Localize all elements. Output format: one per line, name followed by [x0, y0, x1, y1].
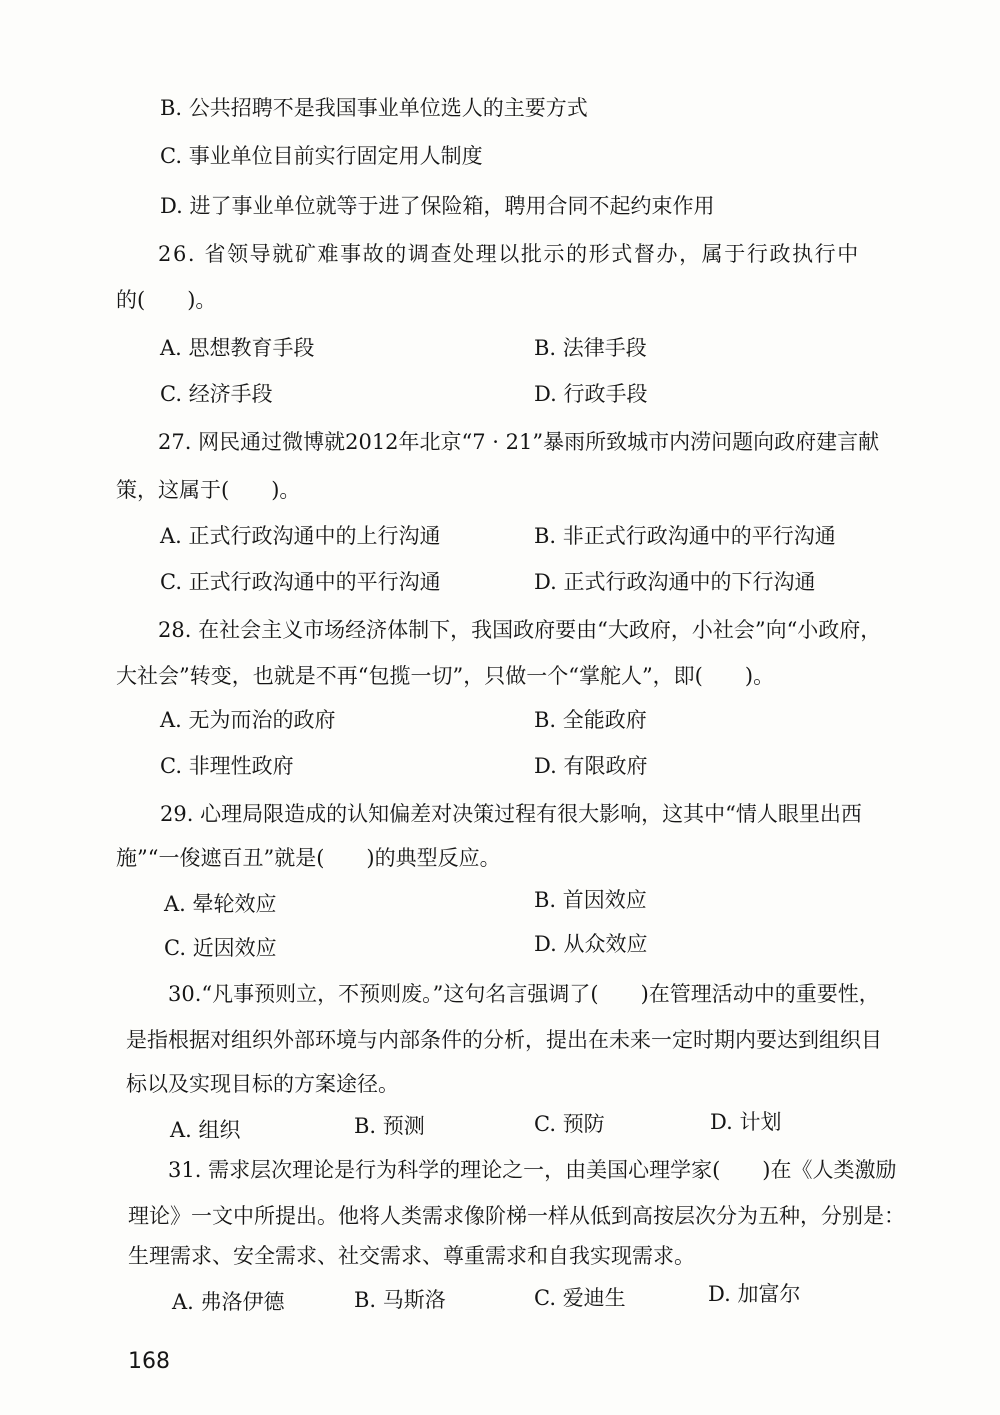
question-28-line-1: 28. 在社会主义市场经济体制下，我国政府要由“大政府，小社会”向“小政府，: [158, 618, 882, 642]
option-31-b: B. 马斯洛: [354, 1288, 446, 1312]
question-31-line-2: 理论》一文中所提出。他将人类需求像阶梯一样从低到高按层次分为五种，分别是：: [128, 1204, 905, 1228]
option-28-a: A. 无为而治的政府: [160, 708, 336, 732]
option-26-a: A. 思想教育手段: [160, 336, 315, 360]
option-29-d: D. 从众效应: [534, 932, 648, 956]
option-30-d: D. 计划: [710, 1110, 782, 1134]
option-27-b: B. 非正式行政沟通中的平行沟通: [534, 524, 836, 548]
question-26-line-1: 26. 省领导就矿难事故的调查处理以批示的形式督办，属于行政执行中: [158, 242, 860, 266]
option-29-a: A. 晕轮效应: [164, 892, 277, 916]
question-28-line-2: 大社会”转变，也就是不再“包揽一切”，只做一个“掌舵人”，即( )。: [116, 664, 775, 688]
question-27-line-1: 27. 网民通过微博就2012年北京“7 · 21”暴雨所致城市内涝问题向政府建言献: [158, 430, 880, 454]
option-28-b: B. 全能政府: [534, 708, 647, 732]
question-27-line-2: 策，这属于( )。: [116, 478, 301, 502]
question-26-line-2: 的( )。: [116, 288, 217, 312]
question-30-line-3: 标以及实现目标的方案途径。: [126, 1072, 399, 1096]
option-26-c: C. 经济手段: [160, 382, 273, 406]
option-31-d: D. 加富尔: [708, 1282, 801, 1306]
option-29-c: C. 近因效应: [164, 936, 277, 960]
option-26-b: B. 法律手段: [534, 336, 647, 360]
question-31-line-3: 生理需求、安全需求、社交需求、尊重需求和自我实现需求。: [128, 1244, 695, 1268]
option-31-c: C. 爱迪生: [534, 1286, 626, 1310]
option-27-c: C. 正式行政沟通中的平行沟通: [160, 570, 441, 594]
question-31-line-1: 31. 需求层次理论是行为科学的理论之一，由美国心理学家( )在《人类激励: [168, 1158, 897, 1182]
question-30-line-1: 30.“凡事预则立，不预则废。”这句名言强调了( )在管理活动中的重要性，: [168, 982, 880, 1006]
option-prev-c: C. 事业单位目前实行固定用人制度: [160, 144, 483, 168]
option-26-d: D. 行政手段: [534, 382, 648, 406]
question-29-line-1: 29. 心理局限造成的认知偏差对决策过程有很大影响，这其中“情人眼里出西: [160, 802, 862, 826]
option-28-d: D. 有限政府: [534, 754, 648, 778]
option-prev-b: B. 公共招聘不是我国事业单位选人的主要方式: [160, 96, 588, 120]
option-30-c: C. 预防: [534, 1112, 605, 1136]
option-30-a: A. 组织: [170, 1118, 241, 1142]
option-31-a: A. 弗洛伊德: [172, 1290, 285, 1314]
option-prev-d: D. 进了事业单位就等于进了保险箱，聘用合同不起约束作用: [160, 194, 715, 218]
option-30-b: B. 预测: [354, 1114, 425, 1138]
option-29-b: B. 首因效应: [534, 888, 647, 912]
option-28-c: C. 非理性政府: [160, 754, 294, 778]
option-27-d: D. 正式行政沟通中的下行沟通: [534, 570, 816, 594]
page-number: 168: [128, 1349, 170, 1374]
option-27-a: A. 正式行政沟通中的上行沟通: [160, 524, 441, 548]
question-29-line-2: 施”“一俊遮百丑”就是( )的典型反应。: [116, 846, 501, 870]
question-30-line-2: 是指根据对组织外部环境与内部条件的分析，提出在未来一定时期内要达到组织目: [126, 1028, 882, 1052]
